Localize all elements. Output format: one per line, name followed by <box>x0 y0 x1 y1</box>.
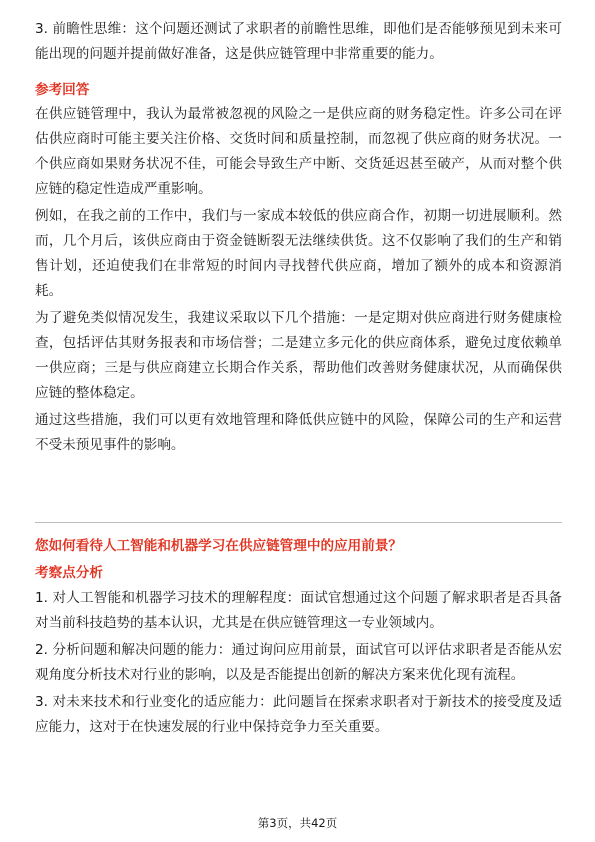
analysis-item-3: 3. 对未来技术和行业变化的适应能力：此问题旨在探索求职者对于新技术的接受度及适应能力，这对于在快速发展的行业中保持竞争力至关重要。 <box>35 694 562 735</box>
question-section <box>35 535 562 740</box>
answer-paragraph: 在供应链管理中，我认为最常被忽视的风险之一是供应商的财务稳定性。许多公司在评估供应商时可能主要关注价格、交货时间和质量控制，而忽视了供应商的财务状况。一个供应商如果财务状况不佳，可能会导致生产中断、交货延迟甚至破产，从而对整个供应链的稳定性造成严重影响。 <box>35 106 562 197</box>
reference-answer-heading: 参考回答 <box>35 82 90 98</box>
question-title: 您如何看待人工智能和机器学习在供应链管理中的应用前景？ <box>35 538 403 554</box>
answer-paragraph: 为了避免类似情况发生，我建议采取以下几个措施：一是定期对供应商进行财务健康检查，包括评估其财务报表和市场信誉；二是建立多元化的供应商体系，避免过度依赖单一供应商；三是与供应商建立长期合作关系，帮助他们改善财务健康状况，从而确保供应链的整体稳定。 <box>35 310 562 401</box>
analysis-item-3: 3. 前瞻性思维：这个问题还测试了求职者的前瞻性思维，即他们是否能够预见到未来可能出现的问题并提前做好准备，这是供应链管理中非常重要的能力。 <box>35 21 562 62</box>
analysis-heading: 考察点分析 <box>35 565 103 581</box>
page-number: 第3页，共42页 <box>257 816 338 830</box>
section-divider <box>35 522 562 523</box>
analysis-item-1: 1. 对人工智能和机器学习技术的理解程度：面试官想通过这个问题了解求职者是否具备对当前科技趋势的基本认识，尤其是在供应链管理这一专业领域内。 <box>35 590 562 631</box>
page-content <box>35 14 562 458</box>
answer-paragraph: 通过这些措施，我们可以更有效地管理和降低供应链中的风险，保障公司的生产和运营不受未预见事件的影响。 <box>35 412 562 453</box>
answer-paragraph: 例如，在我之前的工作中，我们与一家成本较低的供应商合作，初期一切进展顺利。然而，几个月后，该供应商由于资金链断裂无法继续供货。这不仅影响了我们的生产和销售计划，还迫使我们在非常短的时间内寻找替代供应商，增加了额外的成本和资源消耗。 <box>35 208 562 299</box>
analysis-item-2: 2. 分析问题和解决问题的能力：通过询问应用前景，面试官可以评估求职者是否能从宏观角度分析技术对行业的影响，以及是否能提出创新的解决方案来优化现有流程。 <box>35 642 562 683</box>
